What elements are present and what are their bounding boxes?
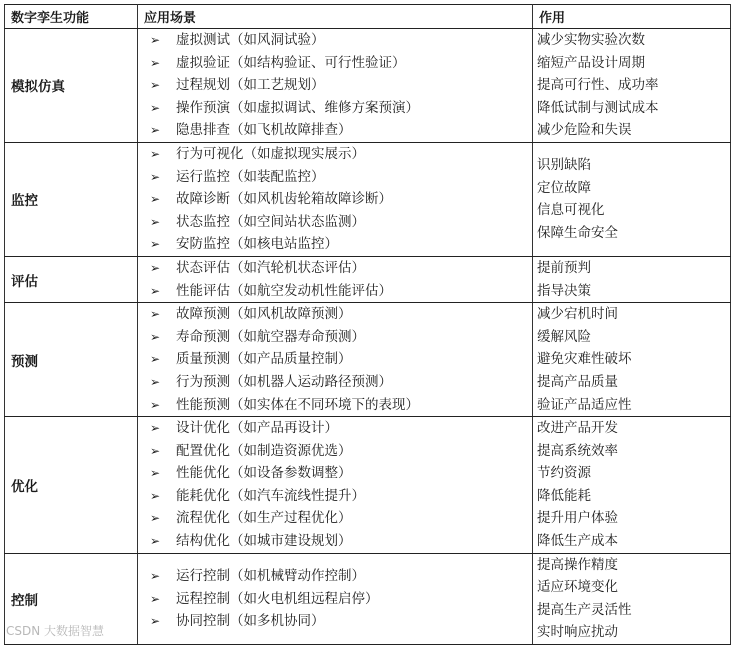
scenario-item: [138, 119, 532, 142]
arrow-bullet-icon: ➢: [150, 214, 161, 229]
scenario-text: 过程规划（如工艺规划）: [176, 77, 325, 94]
effect-item: 减少实物实验次数: [537, 32, 645, 48]
scenario-item: [138, 485, 532, 508]
effect-item: 减少危险和失误: [537, 122, 632, 139]
effect-item: 提高产品质量: [537, 373, 618, 390]
scenario-text: 性能优化（如设备参数调整）: [176, 465, 352, 482]
table-row: [5, 29, 731, 143]
arrow-bullet-icon: ➢: [150, 100, 161, 115]
arrow-bullet-icon: ➢: [150, 466, 161, 481]
effect-cell: [533, 256, 731, 302]
effect-item: 提升用户体验: [537, 510, 618, 527]
scenario-text: 能耗优化（如汽车流线性提升）: [176, 487, 365, 504]
header-effect: 作用: [533, 5, 731, 29]
table-row: [5, 553, 731, 644]
effect-item: 提高操作精度: [537, 556, 618, 573]
table-header-row: [5, 5, 731, 29]
arrow-bullet-icon: ➢: [150, 421, 161, 436]
arrow-bullet-icon: ➢: [150, 55, 161, 70]
scenario-text: 状态评估（如汽轮机状态评估）: [176, 259, 365, 276]
scenario-item: [138, 348, 532, 371]
effect-item: 识别缺陷: [537, 157, 591, 174]
scenario-text: 性能预测（如实体在不同环境下的表现）: [176, 396, 419, 413]
arrow-bullet-icon: ➢: [150, 237, 161, 252]
scenario-item: [138, 29, 532, 52]
effect-cell: [533, 553, 731, 644]
scenario-item: [138, 462, 532, 485]
scenario-text: 远程控制（如火电机组远程启停）: [176, 590, 379, 607]
arrow-bullet-icon: ➢: [150, 33, 161, 47]
effect-item: 缓解风险: [537, 328, 591, 345]
scenario-cell: [138, 417, 533, 554]
scenario-item: [138, 565, 532, 588]
scenario-text: 虚拟验证（如结构验证、可行性验证）: [176, 54, 406, 71]
header-scenario: 应用场景: [138, 5, 533, 29]
effect-item: 降低能耗: [537, 487, 591, 504]
effect-item: 降低生产成本: [537, 533, 618, 550]
table-row: [5, 256, 731, 302]
digital-twin-function-table: [4, 4, 731, 645]
effect-item: 避免灾难性破坏: [537, 351, 632, 368]
effect-item: 提高可行性、成功率: [537, 77, 659, 94]
scenario-text: 运行控制（如机械臂动作控制）: [176, 567, 365, 584]
scenario-text: 状态监控（如空间站状态监测）: [176, 213, 365, 230]
arrow-bullet-icon: ➢: [150, 146, 161, 161]
header-function: 数字孪生功能: [5, 5, 138, 29]
arrow-bullet-icon: ➢: [150, 614, 161, 629]
function-category: 预测: [5, 303, 138, 417]
scenario-text: 安防监控（如核电站监控）: [176, 236, 338, 253]
scenario-item: [138, 211, 532, 234]
effect-cell: [533, 29, 731, 143]
effect-item: 缩短产品设计周期: [537, 54, 645, 71]
scenario-cell: [138, 29, 533, 143]
arrow-bullet-icon: ➢: [150, 329, 161, 344]
table-row: [5, 417, 731, 554]
scenario-item: [138, 166, 532, 189]
function-category: 控制: [5, 553, 138, 644]
effect-cell: [533, 303, 731, 417]
arrow-bullet-icon: ➢: [150, 307, 161, 322]
effect-item: 指导决策: [537, 282, 591, 299]
scenario-item: [138, 280, 532, 303]
scenario-item: [138, 143, 532, 166]
scenario-item: [138, 394, 532, 417]
effect-item: 节约资源: [537, 465, 591, 482]
arrow-bullet-icon: ➢: [150, 534, 161, 549]
scenario-cell: [138, 142, 533, 256]
scenario-text: 协同控制（如多机协同）: [176, 613, 325, 630]
scenario-item: [138, 303, 532, 326]
scenario-item: [138, 97, 532, 120]
scenario-cell: [138, 303, 533, 417]
function-category: 评估: [5, 256, 138, 302]
arrow-bullet-icon: ➢: [150, 169, 161, 184]
effect-item: 减少宕机时间: [537, 306, 618, 323]
table-row: [5, 303, 731, 417]
arrow-bullet-icon: ➢: [150, 352, 161, 367]
arrow-bullet-icon: ➢: [150, 374, 161, 389]
arrow-bullet-icon: ➢: [150, 283, 161, 298]
effect-item: 改进产品开发: [537, 420, 618, 437]
scenario-item: [138, 610, 532, 633]
scenario-text: 操作预演（如虚拟调试、维修方案预演）: [176, 99, 419, 116]
effect-item: 定位故障: [537, 179, 591, 196]
effect-cell: [533, 142, 731, 256]
effect-item: 验证产品适应性: [537, 396, 632, 413]
effect-item: 提高系统效率: [537, 442, 618, 459]
scenario-text: 虚拟测试（如风洞试验）: [176, 32, 325, 48]
scenario-item: [138, 326, 532, 349]
scenario-text: 性能评估（如航空发动机性能评估）: [176, 282, 392, 299]
scenario-text: 配置优化（如制造资源优选）: [176, 442, 352, 459]
scenario-item: [138, 440, 532, 463]
scenario-item: [138, 233, 532, 256]
scenario-item: [138, 588, 532, 611]
arrow-bullet-icon: ➢: [150, 397, 161, 412]
scenario-text: 寿命预测（如航空器寿命预测）: [176, 328, 365, 345]
scenario-text: 质量预测（如产品质量控制）: [176, 351, 352, 368]
arrow-bullet-icon: ➢: [150, 78, 161, 93]
watermark: CSDN 大数据智慧: [6, 624, 105, 638]
scenario-cell: [138, 256, 533, 302]
arrow-bullet-icon: ➢: [150, 568, 161, 583]
arrow-bullet-icon: ➢: [150, 488, 161, 503]
scenario-text: 结构优化（如城市建设规划）: [176, 533, 352, 550]
scenario-item: [138, 507, 532, 530]
effect-cell: [533, 417, 731, 554]
scenario-item: [138, 188, 532, 211]
function-category: 模拟仿真: [5, 29, 138, 143]
scenario-text: 运行监控（如装配监控）: [176, 168, 325, 185]
effect-item: 提前预判: [537, 259, 591, 276]
effect-item: 保障生命安全: [537, 225, 618, 242]
effect-item: 信息可视化: [537, 202, 605, 219]
arrow-bullet-icon: ➢: [150, 123, 161, 138]
effect-item: 提高生产灵活性: [537, 601, 632, 618]
function-category: 监控: [5, 142, 138, 256]
scenario-text: 流程优化（如生产过程优化）: [176, 510, 352, 527]
effect-item: 实时响应扰动: [537, 624, 618, 641]
scenario-cell: [138, 553, 533, 644]
scenario-item: [138, 52, 532, 75]
scenario-text: 行为预测（如机器人运动路径预测）: [176, 373, 392, 390]
arrow-bullet-icon: ➢: [150, 591, 161, 606]
arrow-bullet-icon: ➢: [150, 443, 161, 458]
scenario-item: [138, 530, 532, 553]
scenario-item: [138, 74, 532, 97]
arrow-bullet-icon: ➢: [150, 192, 161, 207]
scenario-text: 故障诊断（如风机齿轮箱故障诊断）: [176, 191, 392, 208]
table-body: [5, 29, 731, 645]
scenario-text: 故障预测（如风机故障预测）: [176, 306, 352, 323]
scenario-item: [138, 371, 532, 394]
effect-item: 降低试制与测试成本: [537, 99, 659, 116]
arrow-bullet-icon: ➢: [150, 260, 161, 275]
effect-item: 适应环境变化: [537, 579, 618, 596]
arrow-bullet-icon: ➢: [150, 511, 161, 526]
scenario-text: 隐患排查（如飞机故障排查）: [176, 122, 352, 139]
scenario-text: 设计优化（如产品再设计）: [176, 420, 338, 437]
table-row: [5, 142, 731, 256]
scenario-item: [138, 417, 532, 440]
scenario-item: [138, 257, 532, 280]
function-category: 优化: [5, 417, 138, 554]
scenario-text: 行为可视化（如虚拟现实展示）: [176, 145, 365, 162]
